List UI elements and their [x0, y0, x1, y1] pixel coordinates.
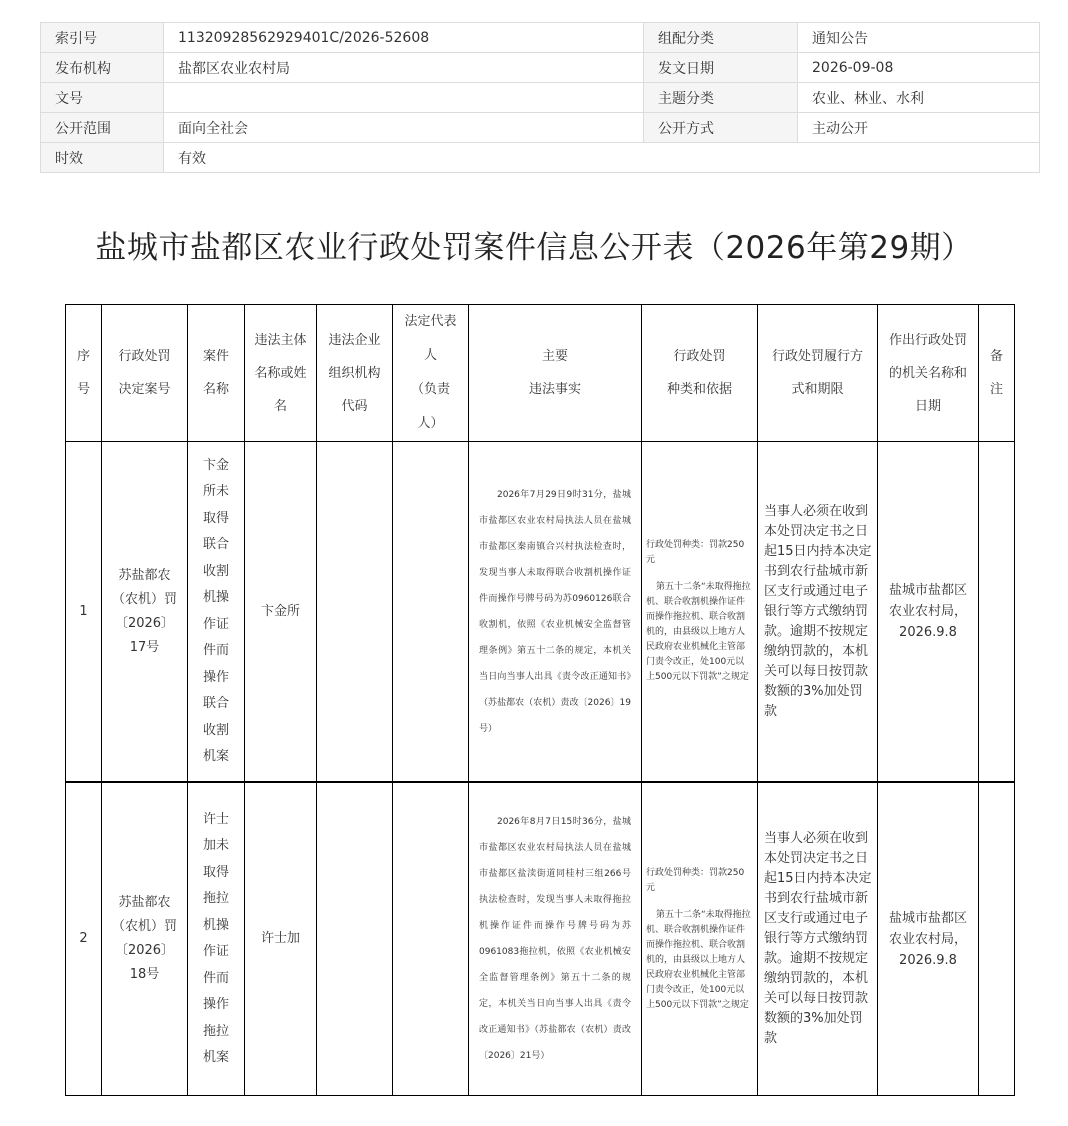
page-title: 盐城市盐都区农业行政处罚案件信息公开表（2026年第29期）	[95, 230, 973, 266]
cell-org-code	[317, 442, 393, 783]
metadata-row	[41, 143, 1040, 173]
header-decision-no: 行政处罚 决定案号	[102, 305, 188, 442]
cell-facts	[469, 442, 642, 783]
mode-value: 主动公开	[798, 113, 1040, 143]
cell-seq: 1	[66, 442, 102, 783]
scope-label: 公开范围	[41, 113, 164, 143]
table-row	[66, 442, 1015, 783]
cell-authority: 盐城市盐都区 农业农村局， 2026.9.8	[878, 782, 979, 1096]
cell-seq: 2	[66, 782, 102, 1096]
header-legal-rep: 法定代表 人 （负责 人）	[393, 305, 469, 442]
cell-legal-rep	[393, 442, 469, 783]
metadata-row	[41, 23, 1040, 53]
cell-legal-rep	[393, 782, 469, 1096]
cell-org-code	[317, 782, 393, 1096]
issuer-label: 发布机构	[41, 53, 164, 83]
metadata-row	[41, 53, 1040, 83]
penalty-type: 行政处罚种类：罚款250元	[646, 540, 745, 565]
mode-label: 公开方式	[644, 113, 798, 143]
docno-value	[164, 83, 644, 113]
cell-remark	[979, 782, 1015, 1096]
penalty-basis-text: 第五十二条“未取得拖拉机、联合收割机操作证件而操作拖拉机、联合收割机的，由县级以上地方人民政府农业机械化主管部门责令改正，处100元以上500元以下罚款”之规定	[646, 909, 751, 1010]
header-seq: 序 号	[66, 305, 102, 442]
table-header-row	[66, 305, 1015, 442]
penalty-basis-text: 第五十二条“未取得拖拉机、联合收割机操作证件而操作拖拉机、联合收割机的，由县级以上地方人民政府农业机械化主管部门责令改正，处100元以上500元以下罚款”之规定	[646, 582, 751, 682]
facts-text: 2026年8月7日15时36分，盐城市盐都区农业农村局执法人员在盐城市盐都区盐渎街道同桂村三组266号执法检查时，发现当事人未取得拖拉机操作证件而操作号牌号码为苏0961083拖拉机，依照《农业机械安全监督管理条例》第五十二条的规定，本机关当日向当事人出具《责令改正通知书》（苏盐都农（农机）责改〔2026〕21号）	[479, 817, 631, 1061]
cell-performance: 当事人必须在收到本处罚决定书之日起15日内持本决定书到农行盐城市新区支行或通过电子银行等方式缴纳罚款。逾期不按规定缴纳罚款的，本机关可以每日按罚款数额的3%加处罚款	[758, 782, 878, 1096]
metadata-row	[41, 113, 1040, 143]
scope-value: 面向全社会	[164, 113, 644, 143]
header-remark: 备 注	[979, 305, 1015, 442]
penalty-basis	[646, 580, 753, 685]
penalty-basis	[646, 908, 753, 1013]
group-value: 通知公告	[798, 23, 1040, 53]
cell-case-name: 卞金 所未 取得 联合 收割 机操 作证 件而 操作 联合 收割 机案	[188, 442, 245, 783]
header-org-code: 违法企业 组织机构 代码	[317, 305, 393, 442]
cell-authority: 盐城市盐都区 农业农村局， 2026.9.8	[878, 442, 979, 783]
cell-decision-no: 苏盐都农 （农机）罚 〔2026〕 17号	[102, 442, 188, 783]
document-metadata-table	[40, 22, 1040, 173]
topic-label: 主题分类	[644, 83, 798, 113]
issuer-value: 盐都区农业农村局	[164, 53, 644, 83]
table-row	[66, 782, 1015, 1096]
cell-penalty	[642, 442, 758, 783]
validity-value: 有效	[164, 143, 1040, 173]
date-label: 发文日期	[644, 53, 798, 83]
cell-case-name: 许士 加未 取得 拖拉 机操 作证 件而 操作 拖拉 机案	[188, 782, 245, 1096]
index-label: 索引号	[41, 23, 164, 53]
cell-remark	[979, 442, 1015, 783]
metadata-row	[41, 83, 1040, 113]
header-performance: 行政处罚履行方 式和期限	[758, 305, 878, 442]
cell-party: 许士加	[245, 782, 317, 1096]
topic-value: 农业、林业、水利	[798, 83, 1040, 113]
penalty-type: 行政处罚种类：罚款250元	[646, 867, 745, 893]
header-case-name: 案件 名称	[188, 305, 245, 442]
date-value: 2026-09-08	[798, 53, 1040, 83]
cell-facts	[469, 782, 642, 1096]
index-value: 11320928562929401C/2026-52608	[164, 23, 644, 53]
docno-label: 文号	[41, 83, 164, 113]
group-label: 组配分类	[644, 23, 798, 53]
validity-label: 时效	[41, 143, 164, 173]
penalty-info-table	[65, 304, 1015, 1096]
cell-decision-no: 苏盐都农 （农机）罚 〔2026〕 18号	[102, 782, 188, 1096]
cell-party: 卞金所	[245, 442, 317, 783]
header-authority: 作出行政处罚 的机关名称和 日期	[878, 305, 979, 442]
header-party: 违法主体 名称或姓 名	[245, 305, 317, 442]
cell-performance: 当事人必须在收到本处罚决定书之日起15日内持本决定书到农行盐城市新区支行或通过电子银行等方式缴纳罚款。逾期不按规定缴纳罚款的，本机关可以每日按罚款数额的3%加处罚款	[758, 442, 878, 783]
header-penalty: 行政处罚 种类和依据	[642, 305, 758, 442]
header-facts: 主要 违法事实	[469, 305, 642, 442]
facts-text: 2026年7月29日9时31分，盐城市盐都区农业农村局执法人员在盐城市盐都区秦南镇合兴村执法检查时，发现当事人未取得联合收割机操作证件而操作号牌号码为苏0960126联合收割机，依照《农业机械安全监督管理条例》第五十二条的规定，本机关当日向当事人出具《责令改正通知书》（苏盐都农（农机）责改〔2026〕19号）	[479, 489, 631, 734]
cell-penalty	[642, 782, 758, 1096]
